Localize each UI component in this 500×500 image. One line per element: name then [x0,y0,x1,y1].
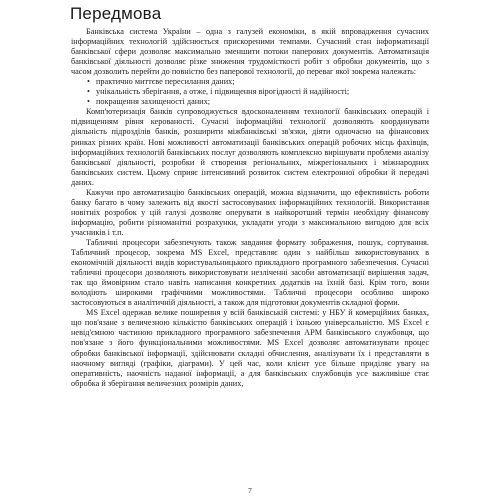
paragraph-spreadsheets: Табличні процесори забезпечують також завдання формату зображення, пошук, сортування. Табличний процесор, зокрема MS Excel, представляє один з найбільш використовуваних в економічній діяльності видів користувальницького прикладного програмного забезпечення. Сучасні табличні процесори дозволяють використовувати незліченні засоби автоматизації вирішення задач, так що ймовірним стало навіть написання конкретних додатків на їхній базі. Крім того, вони володіють широкими графічними можливостями. Табличні процесори особливо широко застосовуються в аналітичній діяльності, а також для підготовки документів складної форми. [71,237,429,308]
advantages-list [71,77,429,107]
list-item: • покращення захищеності даних; [89,97,429,107]
page-number: 7 [248,486,252,495]
body-text [71,27,429,389]
paragraph-automation: Кажучи про автоматизацію банківських операцій, можна відзначити, що ефективність роботи банку багато в чому залежить від якості застосовуваних інформаційних технологій. Використання новітніх розробок у цій галузі дозволяє оперувати в найкоротший термін необхідну фінансову інформацію, робити різноманітні розрахунки, укладати угоди з максимальною вигодою для всіх учасників і т.п. [71,187,429,237]
paragraph-intro: Банківська система України – одна з галузей економіки, в якій впровадження сучасних інформаційних технологій здійснюється прискореними темпами. Сучасний стан інформатизації банківської сфери дозволяє максимально зменшити потоки паперових документів. Автоматизація банківської діяльності дозволяє різке зниження трудомісткості робіт з обробки документів, що з часом дозволить перейти до повністю без паперової технології, до переваг якої зокрема належать: [71,27,429,77]
page-title: Передмова [70,4,162,23]
paragraph-computerization: Комп'ютеризація банків супроводжується вдосконаленням технології банківських операцій і підвищенням рівня керованості. Сучасні інформаційні технології дозволяють координувати діяльність підрозділів банків, розширити міжбанківські зв'язки, діяти одночасно на фінансових ринках різних країн. Нові можливості автоматизації банківських операцій робочих місць фахівців, інформаційних технологій банківських послуг дозволяють комплексно вирішувати проблеми аналізу банківської діяльності, розробки й створення регіональних, міжрегіональних і міжнародних банківських систем. Цьому сприяє інтенсивний розвиток систем електронної обробки й передачі даних. [71,107,429,187]
list-item: • практично миттєве пересилання даних; [89,77,429,87]
list-item: • унікальність зберігання, а отже, і підвищення вірогідності й надійності; [89,87,429,97]
paragraph-excel: MS Excel одержав велике поширення у всій банківській системі: у НБУ й комерційних банках, що пов'язане з величезною кількістю банківських операцій і їхньою універсальністю. MS Excel є невід'ємною частиною прикладного програмного забезпечення АРМ банківського службовця, що пов'язане з його функціональними можливостями. MS Excel дозволяє автоматизувати процес обробки банківської інформації, здійснювати складні обчислення, аналізувати їх і представляти в наочному вигляді (графіки, діаграми). У цей час, коли клієнт усе більше приділяє увагу на оперативність, наочність наданої інформації, а для банківських службовців усе важливіше стає обробка й зберігання величезних розмірів даних, [71,308,429,388]
